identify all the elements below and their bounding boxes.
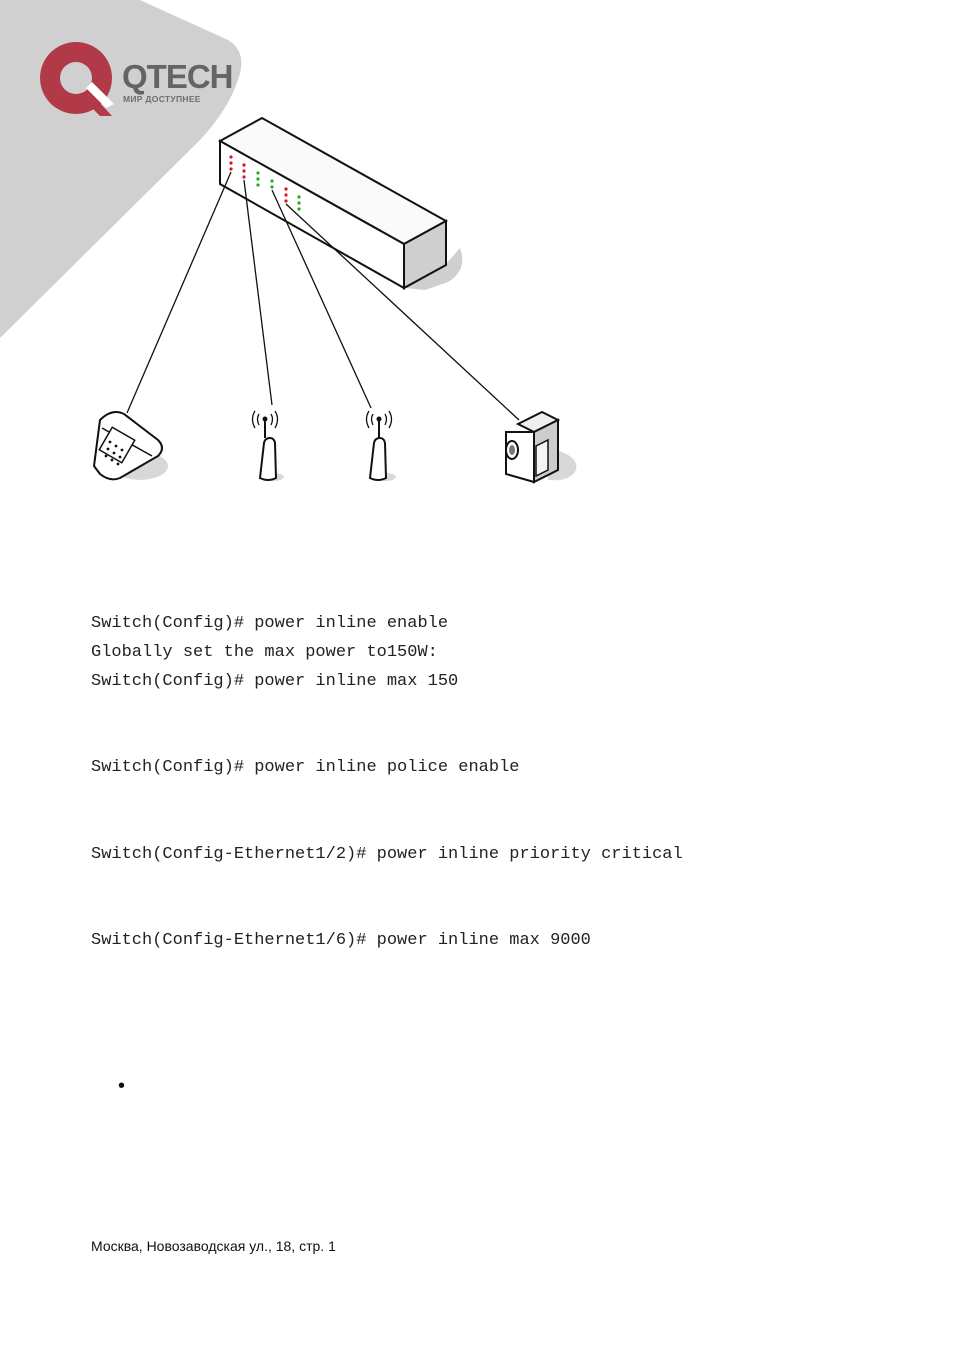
code-line-comment-max-power: Globally set the max power to150W: [91, 643, 438, 662]
code-line-priority-critical: Switch(Config-Ethernet1/2)# power inline priority critical [91, 845, 683, 864]
access-point-icon [367, 411, 397, 481]
footer-address: Москва, Новозаводская ул., 18, стр. 1 [91, 1238, 336, 1254]
logo-tagline: МИР ДОСТУПНЕЕ [123, 94, 201, 104]
list-bullet: • [118, 1075, 126, 1097]
camera-icon [506, 412, 576, 482]
code-line-power-inline-enable: Switch(Config)# power inline enable [91, 614, 449, 633]
poe-network-diagram [0, 0, 954, 600]
logo-text: QTECH [122, 58, 233, 95]
switch-icon [220, 118, 462, 290]
phone-icon [94, 412, 168, 480]
access-point-icon [253, 411, 285, 481]
code-line-police-enable: Switch(Config)# power inline police enable [91, 758, 520, 777]
code-line-port-max-9000: Switch(Config-Ethernet1/6)# power inline max 9000 [91, 931, 591, 950]
code-line-power-inline-max: Switch(Config)# power inline max 150 [91, 672, 459, 691]
